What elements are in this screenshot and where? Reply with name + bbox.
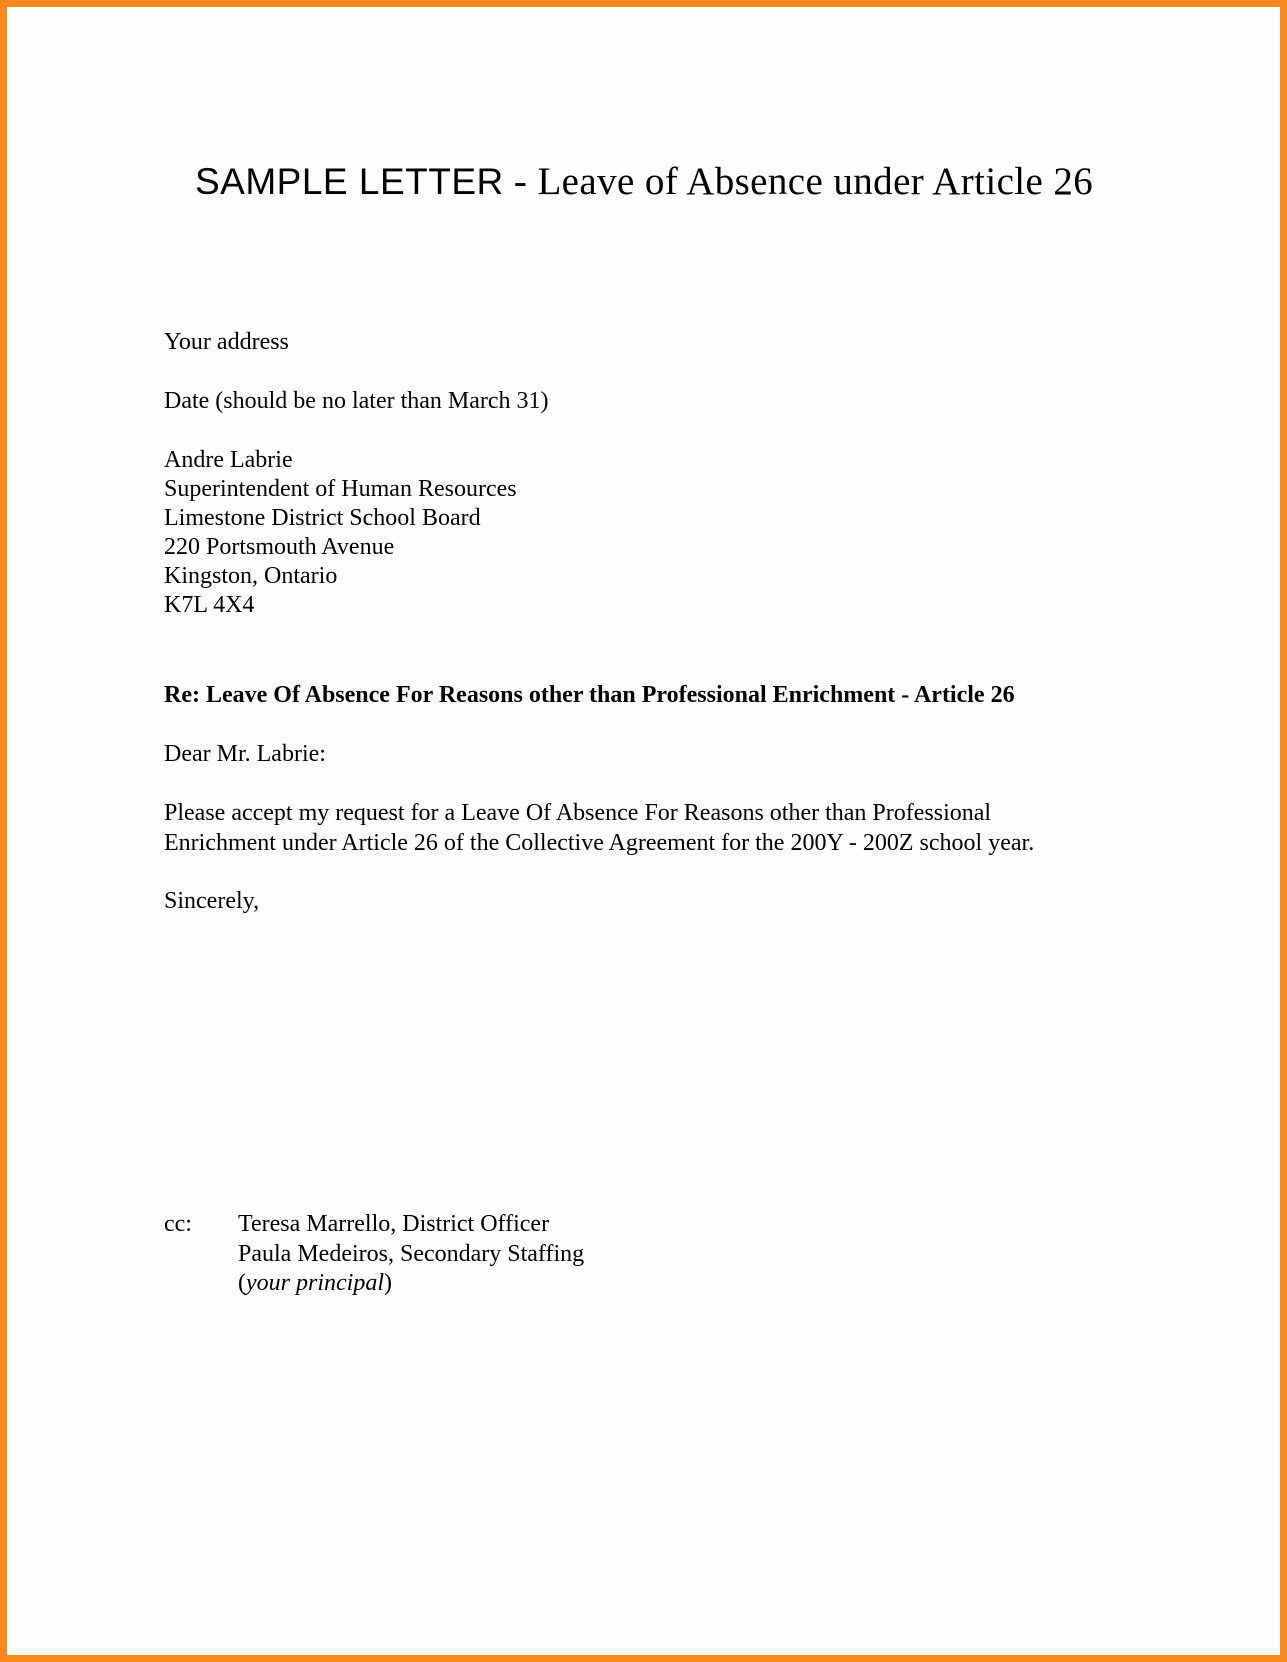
cc-list (238, 1210, 584, 1299)
recipient-address-block (164, 446, 517, 620)
closing: Sincerely, (164, 888, 260, 914)
salutation: Dear Mr. Labrie: (164, 741, 326, 767)
subject-line: Re: Leave Of Absence For Reasons other than Professional Enrichment - Article 26 (164, 682, 1015, 708)
title-rest: - Leave of Absence under Article 26 (503, 160, 1094, 203)
your-address-line: Your address (164, 329, 289, 355)
recipient-street: 220 Portsmouth Avenue (164, 534, 395, 560)
cc-item-principal (238, 1269, 584, 1299)
recipient-title: Superintendent of Human Resources (164, 476, 517, 502)
cc-item: Teresa Marrello, District Officer (238, 1211, 550, 1237)
principal-open-paren: ( (238, 1270, 246, 1296)
letter-body (164, 798, 1034, 858)
date-line: Date (should be no later than March 31) (164, 388, 549, 414)
recipient-postal-code: K7L 4X4 (164, 592, 255, 618)
principal-text: your principal (246, 1270, 384, 1296)
recipient-name: Andre Labrie (164, 447, 293, 473)
cc-item: Paula Medeiros, Secondary Staffing (238, 1240, 585, 1267)
recipient-organization: Limestone District School Board (164, 505, 481, 531)
recipient-city: Kingston, Ontario (164, 563, 338, 589)
body-line: Enrichment under Article 26 of the Collective Agreement for the 200Y - 200Z school year. (164, 830, 1035, 856)
body-line: Please accept my request for a Leave Of Absence For Reasons other than Professional (164, 800, 992, 826)
principal-close-paren: ) (384, 1270, 392, 1296)
cc-label: cc: (164, 1211, 192, 1237)
page-title (195, 159, 1093, 204)
title-prefix: SAMPLE LETTER (195, 161, 504, 202)
